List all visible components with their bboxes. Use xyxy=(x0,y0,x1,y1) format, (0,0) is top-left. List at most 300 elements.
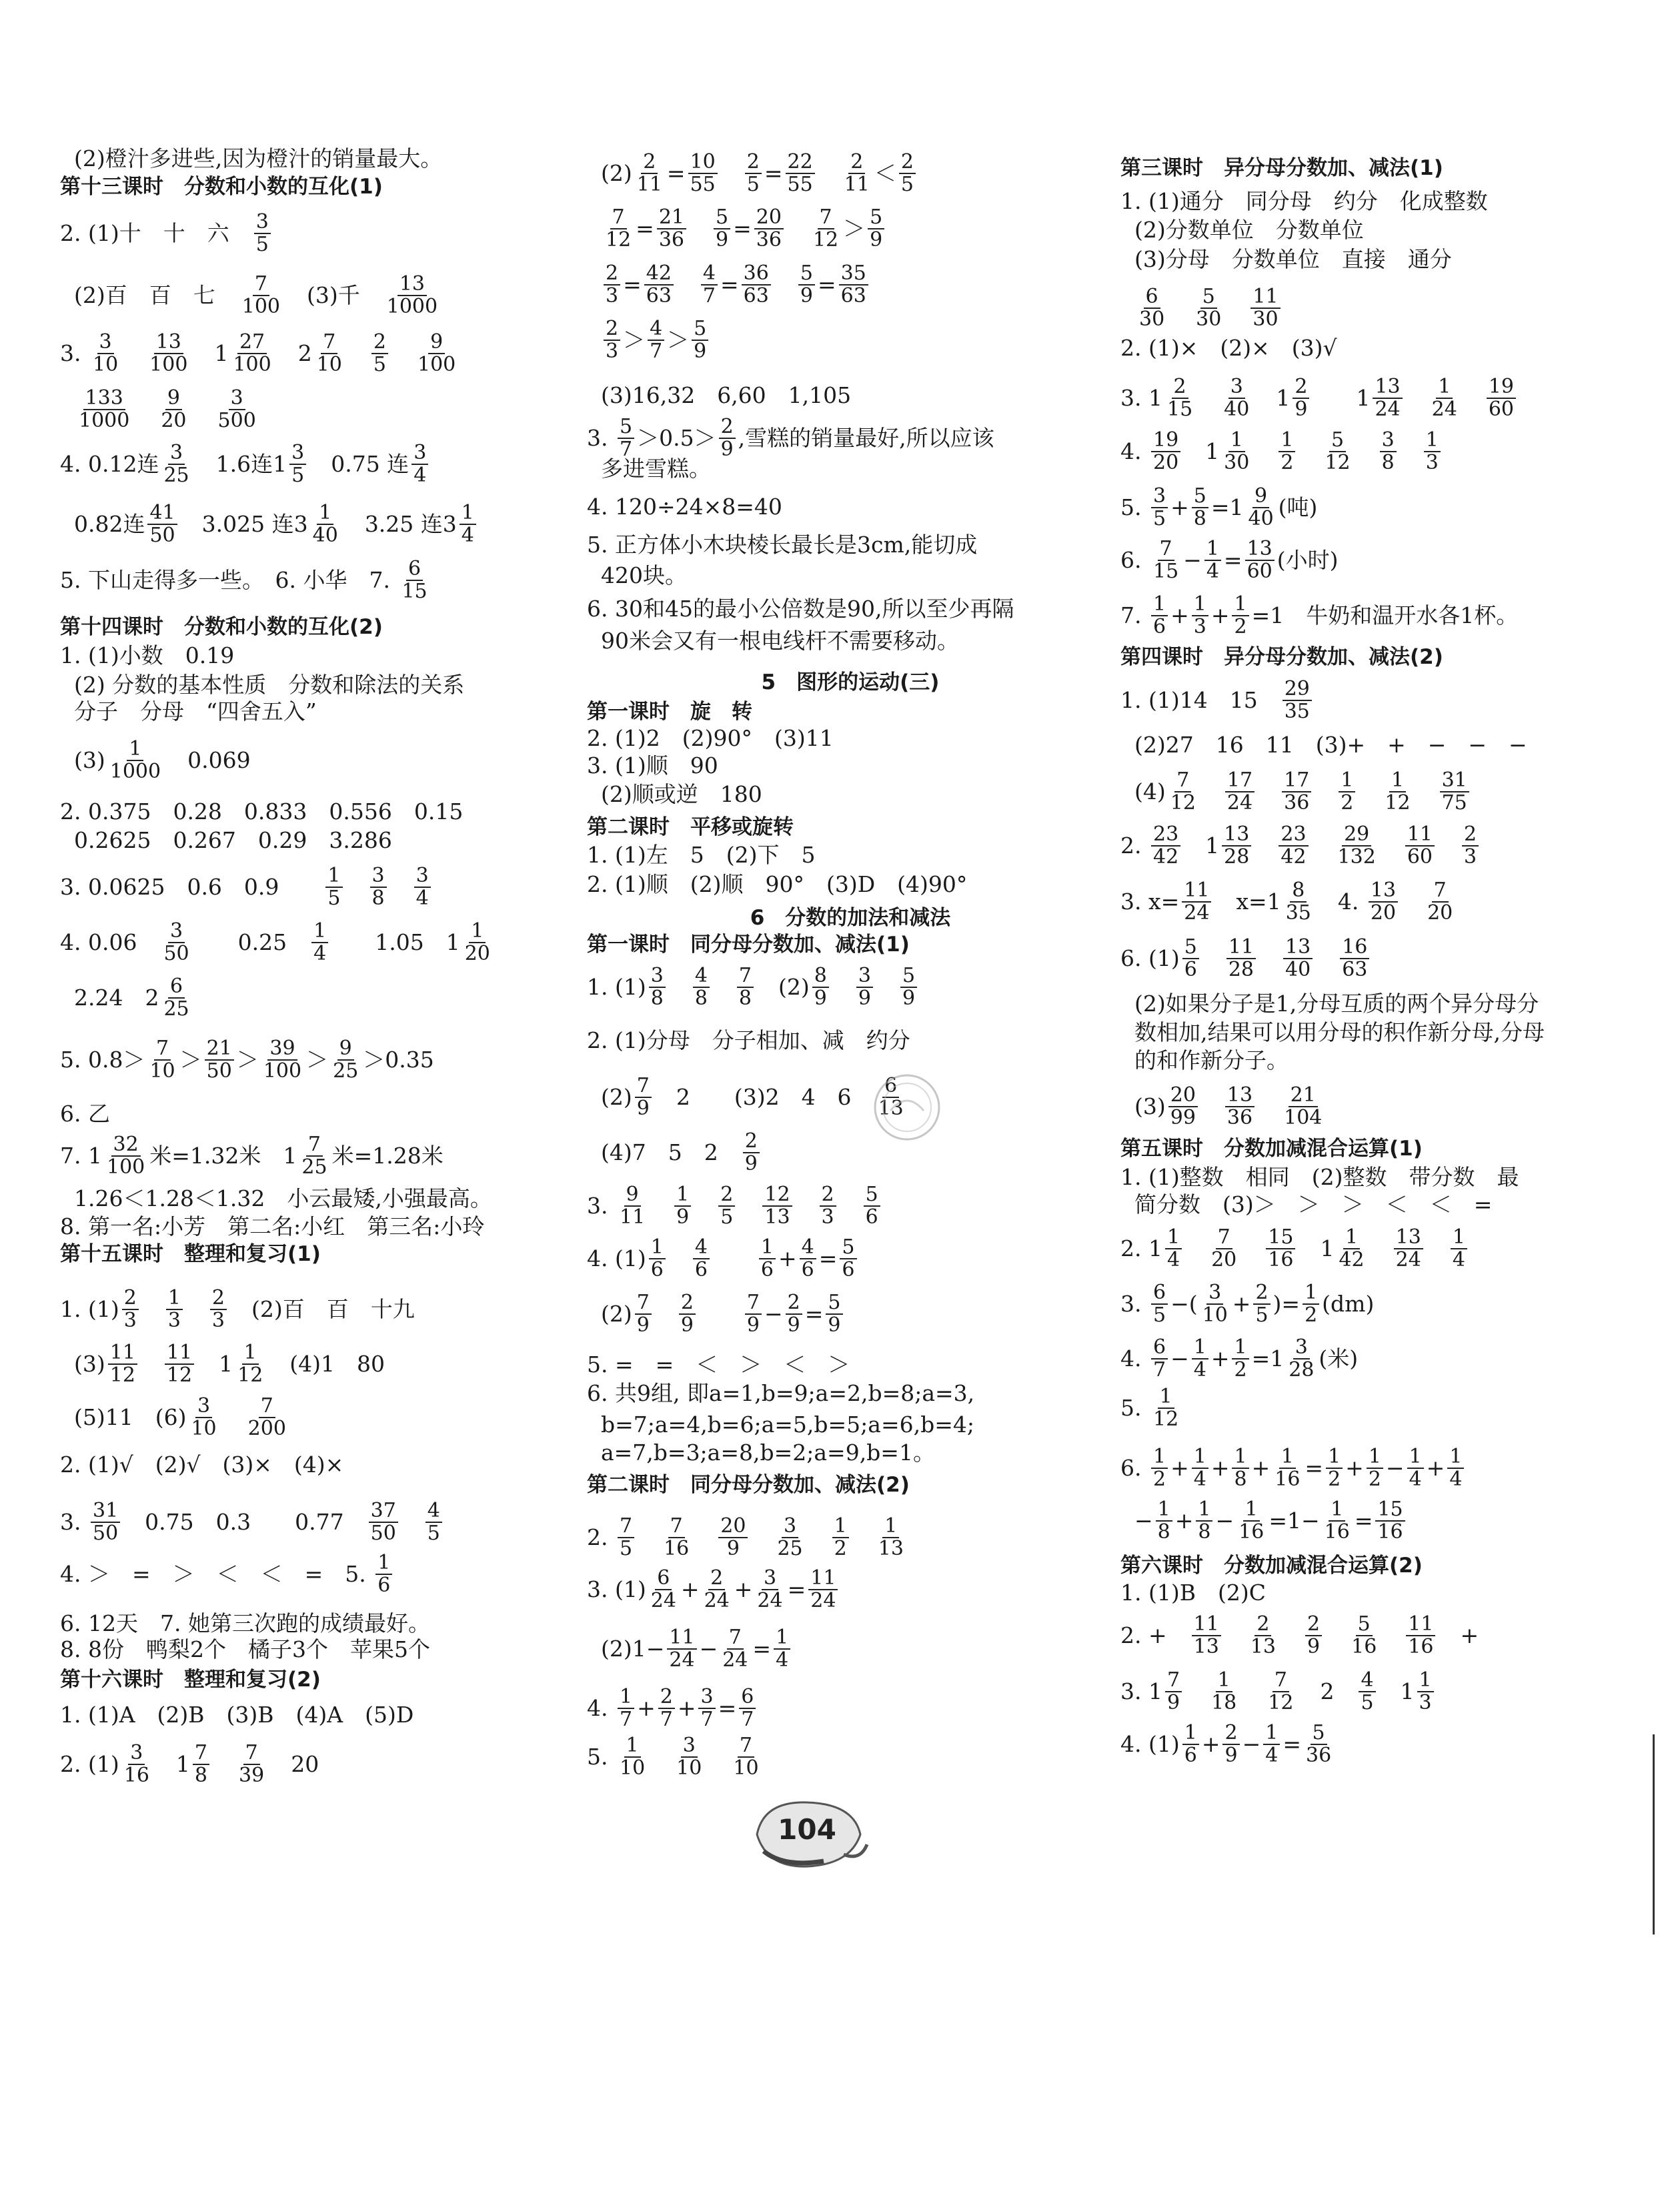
answer-text xyxy=(1200,777,1222,806)
fraction xyxy=(693,965,710,1009)
fraction xyxy=(371,332,388,376)
fraction xyxy=(662,1516,691,1560)
answer-text: + xyxy=(1170,494,1189,520)
denominator: 10 xyxy=(619,1756,646,1780)
numerator: 1 xyxy=(375,1552,392,1575)
denominator: 100 xyxy=(106,1155,145,1179)
answer-text: 分子 分母 “四舍五入” xyxy=(60,698,317,724)
fraction xyxy=(693,1237,710,1281)
denominator: 9 xyxy=(1166,1691,1180,1714)
answer-text: ＞ xyxy=(667,327,690,353)
numerator: 1 xyxy=(1228,430,1245,452)
fraction xyxy=(1151,824,1180,868)
fraction xyxy=(261,1038,303,1082)
denominator: 2 xyxy=(1305,1303,1318,1327)
denominator: 10 xyxy=(191,1417,217,1440)
denominator: 12 xyxy=(109,1363,135,1387)
denominator: 24 xyxy=(704,1589,730,1612)
section-heading: 第三课时 异分母分数加、减法(1) xyxy=(1120,156,1443,180)
answer-text: 多进雪糕。 xyxy=(587,456,711,482)
denominator: 7 xyxy=(1152,1358,1166,1382)
denominator: 6 xyxy=(377,1574,391,1597)
numerator: 2 xyxy=(708,1568,725,1590)
answer-text: 2. (1) xyxy=(60,1751,119,1777)
fraction xyxy=(649,1568,678,1612)
denominator: 50 xyxy=(163,942,189,965)
denominator: 6 xyxy=(1152,615,1166,638)
fraction xyxy=(1200,1282,1230,1326)
answer-line xyxy=(587,964,920,1010)
denominator: 9 xyxy=(726,1537,740,1560)
fraction xyxy=(161,976,191,1020)
fraction xyxy=(1165,1227,1182,1271)
denominator: 40 xyxy=(1224,398,1250,421)
fraction xyxy=(658,1686,675,1730)
answer-text: (2) xyxy=(756,974,810,1000)
answer-text: = xyxy=(764,160,783,186)
denominator: 5 xyxy=(327,887,341,910)
denominator: 7 xyxy=(700,1708,714,1731)
denominator: 30 xyxy=(1252,308,1279,331)
numerator: 3 xyxy=(168,921,185,943)
answer-text: = xyxy=(817,271,836,298)
answer-line xyxy=(587,1026,910,1055)
answer-line xyxy=(60,1099,110,1129)
denominator: 50 xyxy=(206,1059,232,1083)
denominator: 36 xyxy=(1305,1744,1332,1767)
fraction xyxy=(415,332,458,376)
numerator: 42 xyxy=(644,263,674,286)
fraction xyxy=(189,1396,218,1440)
denominator: 10 xyxy=(149,1059,175,1083)
watermark-seal xyxy=(870,1071,944,1144)
answer-text xyxy=(738,1191,760,1221)
fraction xyxy=(1250,286,1280,330)
fraction xyxy=(414,865,431,909)
answer-text: 2 xyxy=(1298,1678,1357,1704)
denominator: 8 xyxy=(371,887,385,910)
answer-line xyxy=(587,1183,883,1229)
denominator: 2 xyxy=(1152,1468,1166,1491)
numerator: 9 xyxy=(165,388,182,410)
fraction xyxy=(1192,486,1208,530)
fraction xyxy=(1323,1499,1352,1543)
answer-text xyxy=(1226,294,1248,323)
denominator: 8 xyxy=(194,1764,208,1787)
numerator: 1 xyxy=(325,865,342,888)
numerator: 11 xyxy=(667,1627,696,1650)
numerator: 3 xyxy=(698,1686,715,1709)
numerator: 1 xyxy=(774,1627,790,1650)
denominator: 15 xyxy=(1166,398,1193,421)
fraction xyxy=(1222,430,1251,474)
answer-text: ＞0.35 xyxy=(363,1047,434,1073)
answer-text: (2)橙汁多进些,因为橙汁的销量最大。 xyxy=(60,145,443,171)
fraction xyxy=(800,1237,816,1281)
denominator: 13 xyxy=(764,1205,790,1229)
answer-line xyxy=(60,1450,343,1480)
answer-text: 2 xyxy=(275,340,312,366)
answer-text: 3. xyxy=(1120,1291,1148,1317)
numerator: 13 xyxy=(154,332,183,354)
answer-text: 3. (1)顺 90 xyxy=(587,752,718,778)
fraction xyxy=(1196,1499,1212,1543)
answer-text: 6. (1) xyxy=(1120,945,1180,971)
answer-line xyxy=(1120,1612,1479,1658)
denominator: 9 xyxy=(858,987,871,1010)
answer-text: 3. xyxy=(587,425,615,451)
denominator: 4 xyxy=(1265,1744,1279,1767)
fraction xyxy=(864,1184,880,1228)
numerator: 1 xyxy=(1343,1227,1360,1249)
answer-text: 3.025 连3 xyxy=(179,511,308,537)
answer-line xyxy=(1120,1018,1545,1047)
fraction xyxy=(159,388,188,432)
answer-text: = xyxy=(718,1695,737,1721)
answer-text: − xyxy=(1385,1455,1405,1481)
answer-text: ＞0.5＞ xyxy=(637,425,716,451)
answer-text: 3. 1 xyxy=(1120,385,1162,411)
answer-text: (4)7 5 2 xyxy=(587,1139,740,1165)
answer-text: + xyxy=(734,1576,753,1602)
denominator: 12 xyxy=(605,228,632,251)
page-number: 104 xyxy=(778,1813,836,1846)
fraction xyxy=(1373,376,1402,420)
answer-text: + xyxy=(680,1576,700,1602)
numerator: 6 xyxy=(1144,286,1160,309)
denominator: 39 xyxy=(239,1764,265,1787)
answer-line xyxy=(587,1566,840,1612)
numerator: 31 xyxy=(1440,770,1469,792)
numerator: 35 xyxy=(839,263,868,286)
denominator: 24 xyxy=(722,1648,748,1672)
answer-text xyxy=(808,1523,830,1552)
answer-text: 3. xyxy=(587,1193,615,1219)
fraction xyxy=(1349,1614,1379,1658)
fraction xyxy=(1293,376,1309,420)
answer-line xyxy=(1120,187,1488,216)
answer-text: 7. xyxy=(1120,602,1148,628)
answer-line xyxy=(587,751,718,780)
section-heading: 第十五课时 整理和复习(1) xyxy=(60,1242,321,1266)
fraction xyxy=(842,151,872,195)
answer-text: 4. xyxy=(1120,438,1148,464)
denominator: 63 xyxy=(646,284,672,308)
denominator: 4 xyxy=(1452,1248,1465,1271)
denominator: 5 xyxy=(1152,1303,1166,1327)
denominator: 9 xyxy=(744,1152,758,1175)
numerator: 1 xyxy=(127,738,143,761)
numerator: 9 xyxy=(1252,486,1269,508)
fraction xyxy=(1425,880,1455,924)
denominator: 16 xyxy=(1324,1520,1350,1544)
denominator: 40 xyxy=(312,524,338,547)
denominator: 12 xyxy=(1170,791,1196,814)
numerator: 5 xyxy=(798,263,815,286)
numerator: 13 xyxy=(1222,824,1251,847)
fraction xyxy=(254,211,271,255)
answer-line xyxy=(1120,1083,1327,1129)
numerator: 1 xyxy=(460,502,476,525)
fraction xyxy=(856,965,873,1009)
answer-text xyxy=(689,214,711,243)
denominator: 12 xyxy=(812,228,839,251)
fraction xyxy=(1192,1446,1208,1490)
fraction xyxy=(1282,770,1311,814)
answer-line xyxy=(60,1635,430,1664)
fraction xyxy=(674,1735,704,1779)
numerator: 7 xyxy=(321,332,337,354)
answer-text xyxy=(1311,831,1333,861)
denominator: 9 xyxy=(1224,1744,1238,1767)
fraction xyxy=(742,263,771,307)
answer-text: 1. (1)左 5 (2)下 5 xyxy=(587,842,816,868)
fraction xyxy=(235,1342,265,1386)
section-heading: 第五课时 分数加减混合运算(1) xyxy=(1120,1137,1423,1161)
numerator: 2 xyxy=(899,151,916,174)
answer-line xyxy=(60,1741,319,1787)
answer-text: 米=1.28米 xyxy=(331,1143,444,1169)
answer-line xyxy=(60,797,463,826)
numerator: 1 xyxy=(1436,376,1453,399)
fraction xyxy=(91,1500,120,1544)
answer-text: 3.25 连3 xyxy=(342,511,457,537)
denominator: 63 xyxy=(1342,958,1368,981)
denominator: 11 xyxy=(636,173,662,196)
answer-text: = xyxy=(1283,1731,1301,1757)
fraction xyxy=(826,1292,842,1336)
denominator: 4 xyxy=(1206,560,1219,583)
fraction xyxy=(1192,594,1208,638)
denominator: 3 xyxy=(123,1309,137,1332)
answer-text: 4. 120÷24×8=40 xyxy=(587,494,782,520)
fraction xyxy=(1283,678,1312,722)
denominator: 7 xyxy=(660,1708,673,1731)
answer-line xyxy=(1120,428,1443,474)
answer-text: = xyxy=(636,215,654,241)
answer-text: 2.24 2 xyxy=(60,985,159,1011)
numerator: 133 xyxy=(83,388,125,410)
answer-text xyxy=(1197,384,1219,413)
answer-line xyxy=(60,1609,430,1638)
answer-line xyxy=(1120,484,1318,530)
answer-text: 4. (1) xyxy=(587,1245,646,1271)
fraction xyxy=(108,738,163,782)
fraction xyxy=(161,442,191,486)
fraction xyxy=(1284,880,1313,924)
answer-text: + xyxy=(1174,1508,1194,1534)
numerator: 13 xyxy=(1369,880,1398,903)
numerator: 3 xyxy=(411,442,428,465)
fraction xyxy=(1336,824,1378,868)
fraction xyxy=(755,1568,784,1612)
fraction xyxy=(1263,1722,1280,1766)
denominator: 16 xyxy=(1408,1635,1434,1658)
fraction xyxy=(369,1500,398,1544)
answer-text: b=7;a=4,b=6;a=5,b=5;a=6,b=4; xyxy=(587,1412,974,1438)
fraction xyxy=(692,318,708,362)
denominator: 12 xyxy=(1325,451,1351,474)
answer-text xyxy=(650,1742,672,1772)
answer-text xyxy=(832,973,854,1002)
fraction xyxy=(839,263,868,307)
answer-text xyxy=(140,1349,162,1379)
numerator: 1 xyxy=(1158,1386,1174,1409)
numerator: 7 xyxy=(635,1075,652,1098)
answer-text xyxy=(221,1403,243,1432)
numerator: 1 xyxy=(1151,594,1168,616)
fraction xyxy=(1222,824,1251,868)
fraction xyxy=(786,151,815,195)
answer-text: = xyxy=(623,271,642,298)
numerator: 17 xyxy=(1225,770,1254,792)
numerator: 1 xyxy=(1424,430,1441,452)
fraction xyxy=(299,1134,329,1178)
denominator: 4 xyxy=(413,464,427,487)
numerator: 2 xyxy=(604,263,620,286)
fraction xyxy=(775,1516,804,1560)
fraction xyxy=(618,1516,634,1560)
answer-text: (米) xyxy=(1319,1345,1359,1371)
numerator: 1 xyxy=(1232,1337,1248,1359)
fraction xyxy=(1225,770,1254,814)
answer-text: + xyxy=(1210,1345,1230,1371)
numerator: 1 xyxy=(317,502,333,525)
answer-text: 3. 1 xyxy=(1120,1678,1162,1704)
numerator: 10 xyxy=(688,151,718,174)
answer-text: + xyxy=(1170,602,1189,628)
fraction xyxy=(426,1500,442,1544)
numerator: 7 xyxy=(1165,1670,1182,1692)
fraction xyxy=(147,1038,177,1082)
answer-text xyxy=(839,1191,861,1221)
section-heading: 第十四课时 分数和小数的互化(2) xyxy=(60,615,383,639)
answer-text: 0.069 xyxy=(165,747,251,773)
answer-text: )= xyxy=(1273,1291,1301,1317)
answer-text xyxy=(1241,1677,1263,1706)
answer-text: + xyxy=(778,1245,797,1271)
numerator: 5 xyxy=(1311,1722,1327,1745)
fraction xyxy=(1383,770,1412,814)
denominator: 9 xyxy=(787,1313,800,1337)
fraction xyxy=(899,151,916,195)
answer-text: 5. = = ＜ ＞ ＜ ＞ xyxy=(587,1351,850,1377)
answer-text: 1 xyxy=(153,1751,190,1777)
denominator: 11 xyxy=(619,1205,646,1229)
denominator: 9 xyxy=(680,1313,694,1337)
answer-text: − xyxy=(1170,1345,1189,1371)
answer-text: 的和作新分子。 xyxy=(1120,1047,1289,1073)
denominator: 9 xyxy=(800,284,813,308)
numerator: 1 xyxy=(1407,1446,1424,1469)
answer-text xyxy=(750,1523,772,1552)
fraction xyxy=(1462,824,1479,868)
fraction xyxy=(1424,430,1441,474)
numerator: 3 xyxy=(1293,1337,1310,1359)
answer-text: =1− xyxy=(1269,1508,1320,1534)
numerator: 7 xyxy=(259,1396,275,1418)
denominator: 20 xyxy=(464,942,490,965)
answer-text xyxy=(852,1523,874,1552)
numerator: 1 xyxy=(1303,1282,1319,1305)
denominator: 9 xyxy=(1307,1635,1321,1658)
fraction xyxy=(798,263,815,307)
answer-text: 5. 正方体小木块棱长最长是3cm,能切成 xyxy=(587,532,978,558)
denominator: 9 xyxy=(902,987,916,1010)
numerator: 20 xyxy=(1168,1085,1198,1107)
numerator: 1 xyxy=(1329,1499,1345,1522)
denominator: 16 xyxy=(123,1764,149,1787)
numerator: 9 xyxy=(337,1038,354,1061)
numerator: 2 xyxy=(604,318,620,341)
fraction xyxy=(1236,1499,1266,1543)
numerator: 13 xyxy=(1245,538,1275,561)
answer-text: ＜ xyxy=(874,160,896,186)
numerator: 7 xyxy=(1158,538,1174,561)
answer-text xyxy=(587,270,601,300)
answer-text xyxy=(191,395,213,424)
answer-text xyxy=(654,1299,676,1329)
answer-text: (吨) xyxy=(1278,494,1318,520)
numerator: 17 xyxy=(1282,770,1311,792)
answer-text: (3) xyxy=(60,747,105,773)
denominator: 9 xyxy=(746,1313,760,1337)
numerator: 1 xyxy=(624,1735,641,1758)
answer-text: 2. (1)2 (2)90° (3)11 xyxy=(587,725,834,751)
answer-text: 1. (1)B (2)C xyxy=(1120,1580,1266,1606)
numerator: 4 xyxy=(701,263,718,286)
answer-text: (4) xyxy=(1120,778,1166,804)
answer-text: 4. (1) xyxy=(1120,1731,1180,1757)
answer-line xyxy=(587,724,834,753)
denominator: 5 xyxy=(1361,1691,1374,1714)
numerator: 5 xyxy=(692,318,708,341)
answer-line xyxy=(60,1037,434,1083)
numerator: 7 xyxy=(727,1627,744,1650)
denominator: 36 xyxy=(1284,791,1310,814)
fraction xyxy=(399,558,429,602)
numerator: 3 xyxy=(289,442,306,465)
fraction xyxy=(635,1075,652,1119)
numerator: 11 xyxy=(108,1342,137,1365)
answer-text: 6. 30和45的最小公倍数是90,所以至少再隔 xyxy=(587,596,1014,622)
answer-text xyxy=(1399,437,1421,466)
answer-text: 4. xyxy=(1120,1345,1148,1371)
denominator: 104 xyxy=(1284,1106,1323,1129)
denominator: 6 xyxy=(801,1258,814,1281)
numerator: 1 xyxy=(1204,538,1221,561)
denominator: 25 xyxy=(777,1537,803,1560)
answer-line xyxy=(587,1410,974,1440)
answer-line xyxy=(1120,822,1481,869)
answer-text: 5. xyxy=(587,1744,615,1770)
numerator: 7 xyxy=(154,1038,171,1061)
numerator: 1 xyxy=(1243,1499,1260,1522)
answer-text xyxy=(1462,384,1484,413)
denominator: 8 xyxy=(1234,1468,1247,1491)
fraction xyxy=(1326,1446,1343,1490)
fraction xyxy=(635,151,664,195)
answer-text xyxy=(712,973,734,1002)
answer-text: 2. (1)√ (2)√ (3)× (4)× xyxy=(60,1452,344,1478)
denominator: 24 xyxy=(810,1589,836,1612)
denominator: 36 xyxy=(1226,1106,1253,1129)
denominator: 3 xyxy=(1419,1691,1432,1714)
denominator: 25 xyxy=(333,1059,359,1083)
numerator: 1 xyxy=(1367,1446,1383,1469)
answer-text: =1 xyxy=(1210,494,1244,520)
denominator: 60 xyxy=(1407,845,1433,869)
